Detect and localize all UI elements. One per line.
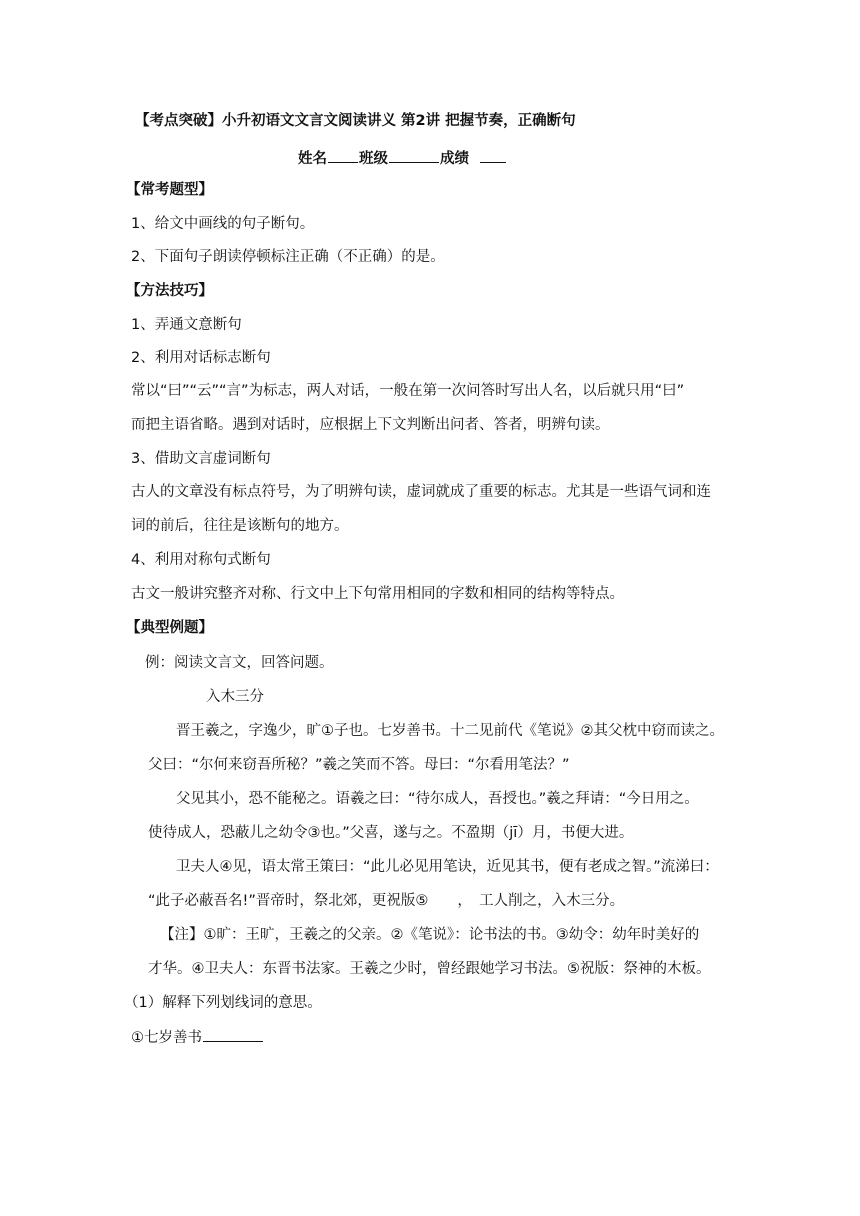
method-1: 1、弄通文意断句 xyxy=(131,317,242,333)
method-2: 2、利用对话标志断句 xyxy=(131,350,271,366)
example-heading: 【典型例题】 xyxy=(126,620,213,636)
method-2-text-2: 而把主语省略。遇到对话时，应根据上下文判断出问者、答者，明辨句读。 xyxy=(131,417,610,433)
student-info-line xyxy=(298,148,507,169)
name-label: 姓名 xyxy=(298,151,327,167)
method-3-text-2: 词的前后，往往是该断句的地方。 xyxy=(131,518,349,534)
method-4-text: 古文一般讲究整齐对称、行文中上下句常用相同的字数和相同的结构等特点。 xyxy=(131,586,624,602)
method-4: 4、利用对称句式断句 xyxy=(131,552,271,568)
notes-line-1: 【注】①旷：王旷，王羲之的父亲。②《笔说》：论书法的书。③幼令：幼年时美好的 xyxy=(160,927,700,943)
method-2-text-1: 常以“曰”“云”“言”为标志，两人对话，一般在第一次问答时写出人名，以后就只用“曰” xyxy=(131,383,685,399)
type-item-2: 2、下面句子朗读停顿标注正确（不正确）的是。 xyxy=(131,249,445,265)
passage-p1-line-1: 晋王羲之，字逸少，旷①子也。七岁善书。十二见前代《笔说》②其父枕中窃而读之。 xyxy=(176,723,724,739)
name-blank[interactable] xyxy=(328,148,358,163)
methods-heading: 【方法技巧】 xyxy=(126,283,213,299)
passage-p2-line-2: 使待成人，恐蔽儿之幼令③也。”父喜，遂与之。不盈期（jī）月，书便大进。 xyxy=(148,825,634,841)
class-blank[interactable] xyxy=(389,148,439,163)
passage-p2-line-1: 父见其小，恐不能秘之。语羲之曰：“待尔成人，吾授也。”羲之拜请：“今日用之。 xyxy=(176,791,699,807)
class-label: 班级 xyxy=(359,151,388,167)
method-3: 3、借助文言虚词断句 xyxy=(131,451,271,467)
score-blank[interactable] xyxy=(480,148,506,163)
passage-p3-line-2: “此子必蔽吾名!”晋帝时，祭北郊，更祝版⑤ ， 工人削之，入木三分。 xyxy=(148,893,625,909)
passage-p1-line-2: 父曰：“尔何来窃吾所秘？”羲之笑而不答。母曰：“尔看用笔法？” xyxy=(148,757,570,773)
score-label: 成绩 xyxy=(440,151,469,167)
type-item-1: 1、给文中画线的句子断句。 xyxy=(131,216,315,232)
types-heading: 【常考题型】 xyxy=(126,182,213,198)
document-title: 【考点突破】小升初语文文言文阅读讲义 第2讲 把握节奏，正确断句 xyxy=(135,113,576,129)
answer-blank[interactable] xyxy=(203,1027,263,1042)
example-intro: 例：阅读文言文，回答问题。 xyxy=(145,655,334,671)
question-1a xyxy=(131,1027,264,1048)
notes-line-2: 才华。④卫夫人：东晋书法家。王羲之少时，曾经跟她学习书法。⑤祝版：祭神的木板。 xyxy=(148,961,711,977)
passage-title: 入木三分 xyxy=(206,689,264,705)
question-1a-text: ①七岁善书 xyxy=(131,1030,202,1046)
question-1: （1）解释下列划线词的意思。 xyxy=(124,995,322,1011)
method-3-text-1: 古人的文章没有标点符号，为了明辨句读，虚词就成了重要的标志。尤其是一些语气词和连 xyxy=(131,484,711,500)
passage-p3-line-1: 卫夫人④见，语太常王策曰：“此儿必见用笔诀，近见其书，便有老成之智。”流涕曰： xyxy=(176,859,719,875)
